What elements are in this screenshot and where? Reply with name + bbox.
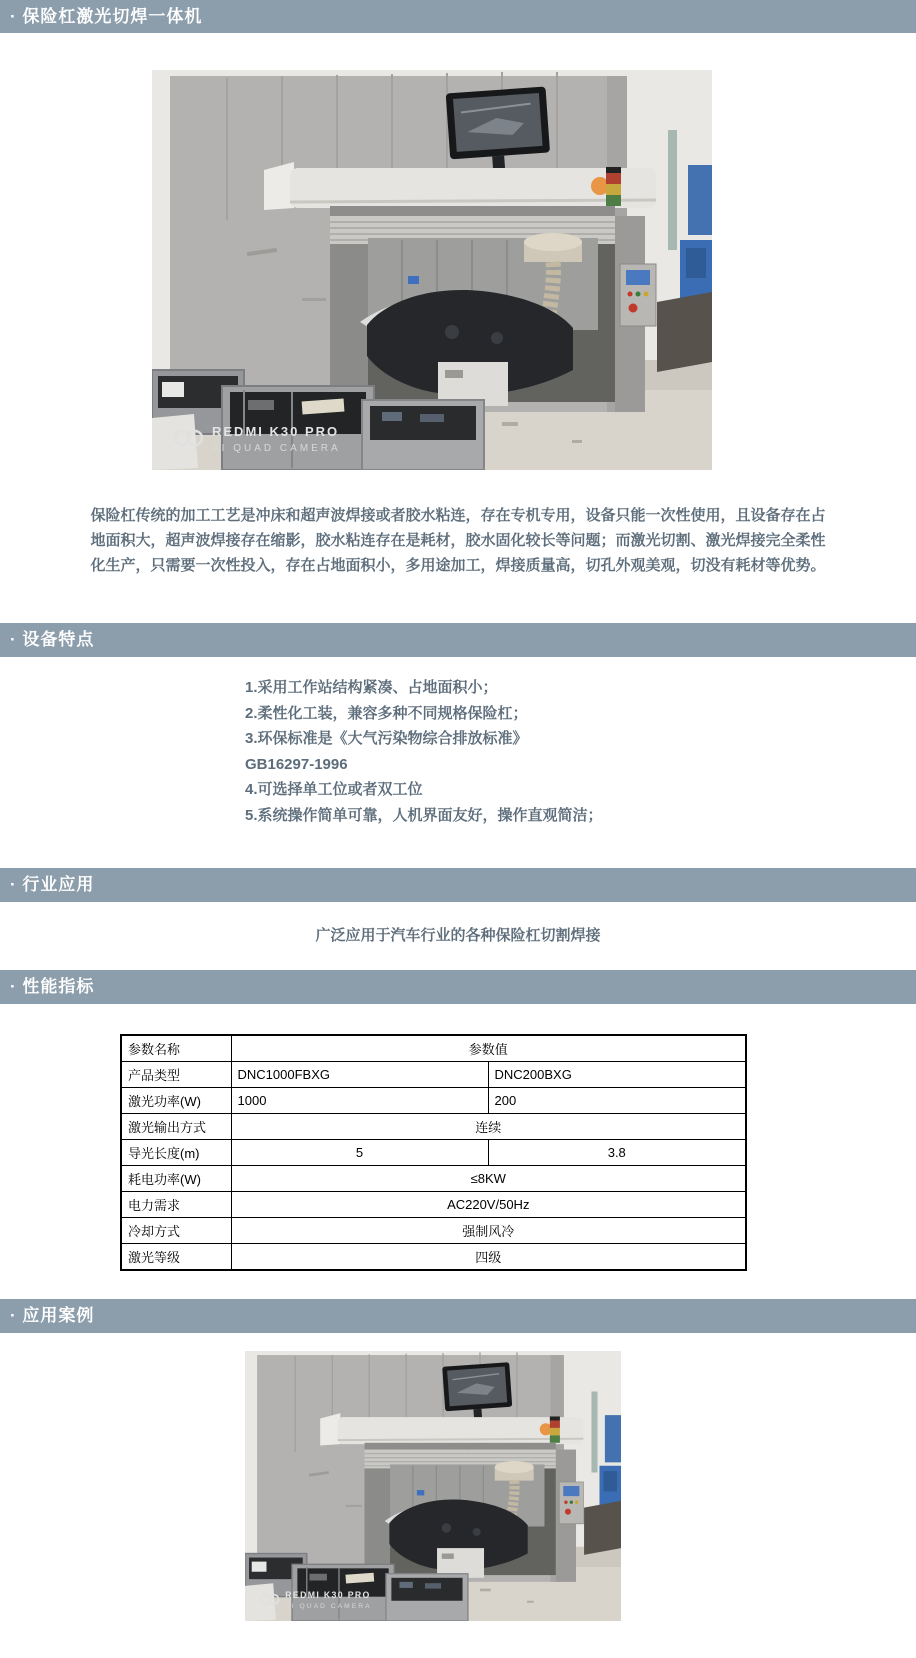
- spec-label-cell: 耗电功率(W): [121, 1166, 231, 1192]
- spec-label-cell: 激光输出方式: [121, 1114, 231, 1140]
- page-title-bar: [0, 0, 916, 33]
- section-title-cases: · 应用案例: [10, 1306, 95, 1325]
- spec-value-cell: DNC200BXG: [488, 1062, 746, 1088]
- spec-header-value: 参数值: [231, 1035, 746, 1062]
- section-title-features: · 设备特点: [10, 630, 95, 649]
- feature-item: 3.环保标准是《大气污染物综合排放标准》: [245, 730, 528, 747]
- spec-table: [120, 1034, 747, 1271]
- spec-label-cell: 产品类型: [121, 1062, 231, 1088]
- section-title-industry: · 行业应用: [10, 875, 95, 894]
- spec-value-cell: ≤8KW: [231, 1166, 746, 1192]
- industry-application-text: 广泛应用于汽车行业的各种保险杠切割焊接: [315, 927, 601, 944]
- section-bar-features: [0, 623, 916, 657]
- spec-value-cell: DNC1000FBXG: [231, 1062, 488, 1088]
- section-bar-industry: [0, 868, 916, 902]
- watermark-line2: AI QUAD CAMERA: [212, 443, 341, 454]
- signal-tower-icon: [550, 1416, 560, 1442]
- section-bar-performance: [0, 970, 916, 1004]
- section-bar-cases: [0, 1299, 916, 1333]
- spec-label-cell: 冷却方式: [121, 1218, 231, 1244]
- watermark-line2: AI QUAD CAMERA: [285, 1603, 372, 1611]
- table-row: [121, 1218, 746, 1244]
- features-list: [245, 675, 916, 828]
- table-row: [121, 1166, 746, 1192]
- spec-value-cell: 5: [231, 1140, 488, 1166]
- spec-value-cell: AC220V/50Hz: [231, 1192, 746, 1218]
- watermark-line1: REDMI K30 PRO: [212, 424, 340, 439]
- feature-item: 2.柔性化工装，兼容多种不同规格保险杠；: [245, 704, 528, 722]
- product-photo: [152, 70, 712, 470]
- spec-value-cell: 四级: [231, 1244, 746, 1271]
- factory-photo-illustration: [245, 1351, 621, 1621]
- control-panel-icon: [559, 1482, 583, 1524]
- spec-value-cell: 连续: [231, 1114, 746, 1140]
- table-row: [121, 1192, 746, 1218]
- table-row: [121, 1140, 746, 1166]
- spec-label-cell: 导光长度(m): [121, 1140, 231, 1166]
- table-row: [121, 1062, 746, 1088]
- spec-value-cell: 强制风冷: [231, 1218, 746, 1244]
- factory-photo-illustration: [152, 70, 712, 470]
- watermark-line1: REDMI K30 PRO: [285, 1590, 371, 1601]
- table-row: [121, 1088, 746, 1114]
- spec-value-cell: 1000: [231, 1088, 488, 1114]
- table-row: [121, 1244, 746, 1271]
- intro-paragraph: 保险杠传统的加工工艺是冲床和超声波焊接或者胶水粘连，存在专机专用，设备只能一次性使用，且设备存在占地面积大，超声波焊接存在缩影，胶水粘连存在是耗材，胶水固化较长等问题；而激光切割、激光焊接完全柔性化生产，只需要一次性投入，存在占地面积小，多用途加工，焊接质量高，切孔外观美观，切没有耗材等优势。: [90, 507, 826, 574]
- spec-header-name: 参数名称: [121, 1035, 231, 1062]
- application-case-photo: [245, 1351, 621, 1621]
- feature-item: GB16297-1996: [245, 755, 348, 773]
- feature-item: 5.系统操作简单可靠，人机界面友好，操作直观简洁；: [245, 806, 603, 824]
- spec-label-cell: 激光功率(W): [121, 1088, 231, 1114]
- spec-value-cell: 200: [488, 1088, 746, 1114]
- spec-label-cell: 激光等级: [121, 1244, 231, 1271]
- spec-value-cell: 3.8: [488, 1140, 746, 1166]
- page-title: · 保险杠激光切焊一体机: [10, 7, 203, 26]
- feature-item: 1.采用工作站结构紧凑、占地面积小；: [245, 679, 498, 696]
- table-row: [121, 1035, 746, 1062]
- feature-item: 4.可选择单工位或者双工位: [245, 781, 423, 798]
- section-title-performance: · 性能指标: [10, 977, 95, 996]
- spec-label-cell: 电力需求: [121, 1192, 231, 1218]
- signal-tower-icon: [606, 167, 621, 206]
- control-panel-icon: [620, 264, 656, 326]
- table-row: [121, 1114, 746, 1140]
